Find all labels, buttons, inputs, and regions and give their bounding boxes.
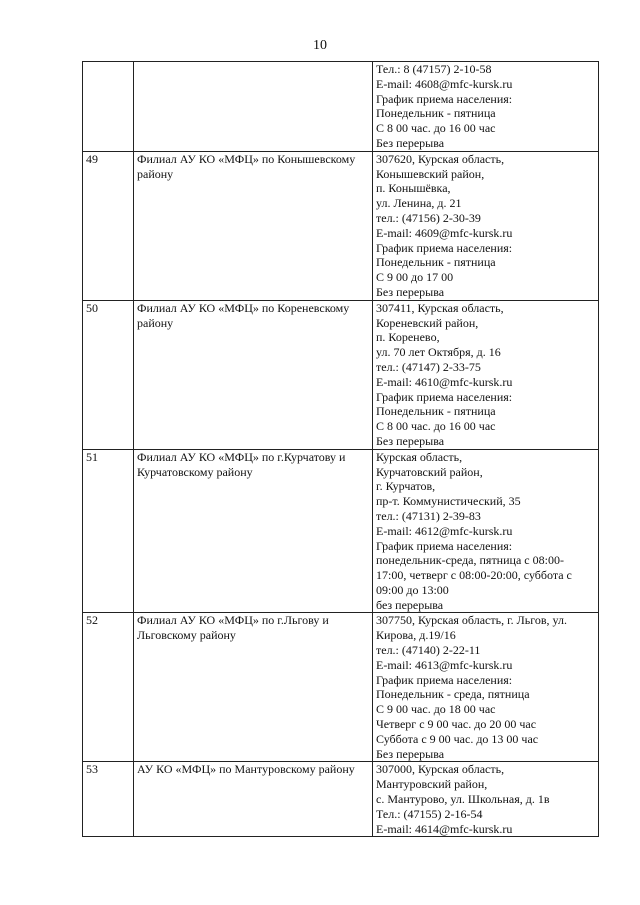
row-number xyxy=(83,762,134,837)
contact-line: понедельник-среда, пятница с 08:00- xyxy=(376,553,564,568)
contact-line: тел.: (47131) 2-39-83 xyxy=(376,508,481,523)
page-number: 10 xyxy=(313,38,327,53)
contact-line: Понедельник - пятница xyxy=(376,106,496,121)
contact-line: С 8 00 час. до 16 00 час xyxy=(376,121,496,136)
contact-line: График приема населения: xyxy=(376,672,513,687)
row-number-text: 50 xyxy=(86,300,98,315)
row-number-text: 51 xyxy=(86,449,98,464)
branch-contact xyxy=(373,300,599,449)
row-number xyxy=(83,613,134,762)
row-number-text: 53 xyxy=(86,762,98,777)
contact-line: Конышевский район, xyxy=(376,166,485,181)
contact-line: График приема населения: xyxy=(376,538,513,553)
contact-line: График приема населения: xyxy=(376,389,513,404)
contact-line: E-mail: 4612@mfc-kursk.ru xyxy=(376,523,513,538)
table-row xyxy=(83,151,599,300)
contact-line: С 9 00 до 17 00 xyxy=(376,270,454,285)
branch-name xyxy=(134,62,373,152)
table-row xyxy=(83,449,599,613)
contact-line: тел.: (47147) 2-33-75 xyxy=(376,359,481,374)
contact-line: Кореневский район, xyxy=(376,315,479,330)
contact-line: ул. Ленина, д. 21 xyxy=(376,196,462,211)
contact-line: ул. 70 лет Октября, д. 16 xyxy=(376,345,501,360)
branch-contact xyxy=(373,151,599,300)
branch-name-text: Филиал АУ КО «МФЦ» по Конышевскому району xyxy=(137,151,356,181)
contact-line: тел.: (47156) 2-30-39 xyxy=(376,210,481,225)
row-number xyxy=(83,151,134,300)
contact-line: Курская область, xyxy=(376,449,463,464)
table-row xyxy=(83,300,599,449)
contact-line: Понедельник - пятница xyxy=(376,404,496,419)
branch-name xyxy=(134,300,373,449)
mfc-branches-table xyxy=(82,61,599,837)
contact-line: График приема населения: xyxy=(376,91,513,106)
branch-name xyxy=(134,151,373,300)
contact-line: E-mail: 4609@mfc-kursk.ru xyxy=(376,225,513,240)
contact-line: Курчатовский район, xyxy=(376,464,483,479)
row-number xyxy=(83,62,134,152)
table-row xyxy=(83,62,599,152)
contact-line: 307620, Курская область, xyxy=(376,151,505,166)
row-number xyxy=(83,449,134,613)
contact-line: E-mail: 4613@mfc-kursk.ru xyxy=(376,657,513,672)
branch-contact xyxy=(373,449,599,613)
row-number-text: 49 xyxy=(86,151,98,166)
contact-line: Понедельник - пятница xyxy=(376,255,496,270)
branch-contact xyxy=(373,62,599,152)
contact-line: пр-т. Коммунистический, 35 xyxy=(376,494,521,509)
branch-name-text: АУ КО «МФЦ» по Мантуровскому району xyxy=(137,762,355,777)
table-row xyxy=(83,762,599,837)
contact-line: График приема населения: xyxy=(376,240,513,255)
branch-contact xyxy=(373,613,599,762)
branch-name-text: Филиал АУ КО «МФЦ» по г.Льгову и Льговскому району xyxy=(137,613,329,643)
branch-name xyxy=(134,762,373,837)
contact-line: Кирова, д.19/16 xyxy=(376,628,456,643)
contact-line: Суббота с 9 00 час. до 13 00 час xyxy=(376,731,539,746)
contact-line: 307411, Курская область, xyxy=(376,300,504,315)
contact-line: Без перерыва xyxy=(376,433,445,448)
contact-line: С 8 00 час. до 16 00 час xyxy=(376,419,496,434)
contact-line: Тел.: 8 (47157) 2-10-58 xyxy=(376,62,492,76)
row-number-text: 52 xyxy=(86,613,98,628)
contact-line: 307750, Курская область, г. Льгов, ул. xyxy=(376,613,568,628)
contact-line: 17:00, четверг с 08:00-20:00, суббота с xyxy=(376,568,572,583)
contact-line: E-mail: 4608@mfc-kursk.ru xyxy=(376,76,513,91)
contact-line: Мантуровский район, xyxy=(376,777,488,792)
contact-line: п. Кореневo, xyxy=(376,330,440,345)
branch-name-text: Филиал АУ КО «МФЦ» по Кореневскому району xyxy=(137,300,350,330)
contact-line: 09:00 до 13:00 xyxy=(376,582,449,597)
branch-contact xyxy=(373,762,599,837)
contact-line: Тел.: (47155) 2-16-54 xyxy=(376,806,483,821)
contact-line: Без перерыва xyxy=(376,746,445,761)
contact-line: Четверг с 9 00 час. до 20 00 час xyxy=(376,717,537,732)
contact-line: г. Курчатов, xyxy=(376,479,436,494)
row-number xyxy=(83,300,134,449)
contact-line: 307000, Курская область, xyxy=(376,762,505,777)
branch-name xyxy=(134,449,373,613)
contact-line: тел.: (47140) 2-22-11 xyxy=(376,643,481,658)
contact-line: Без перерыва xyxy=(376,135,445,150)
contact-line: без перерыва xyxy=(376,597,444,612)
table-row xyxy=(83,613,599,762)
branch-name xyxy=(134,613,373,762)
contact-line: Понедельник - среда, пятница xyxy=(376,687,530,702)
branch-name-text: Филиал АУ КО «МФЦ» по г.Курчатову и Курчатовскому району xyxy=(137,449,346,479)
contact-line: E-mail: 4610@mfc-kursk.ru xyxy=(376,374,513,389)
contact-line: Без перерыва xyxy=(376,284,445,299)
contact-line: п. Конышёвка, xyxy=(376,181,451,196)
contact-line: С 9 00 час. до 18 00 час xyxy=(376,702,496,717)
table-body xyxy=(83,62,599,837)
contact-line: с. Мантурово, ул. Школьная, д. 1в xyxy=(376,792,550,807)
contact-line: E-mail: 4614@mfc-kursk.ru xyxy=(376,821,513,836)
